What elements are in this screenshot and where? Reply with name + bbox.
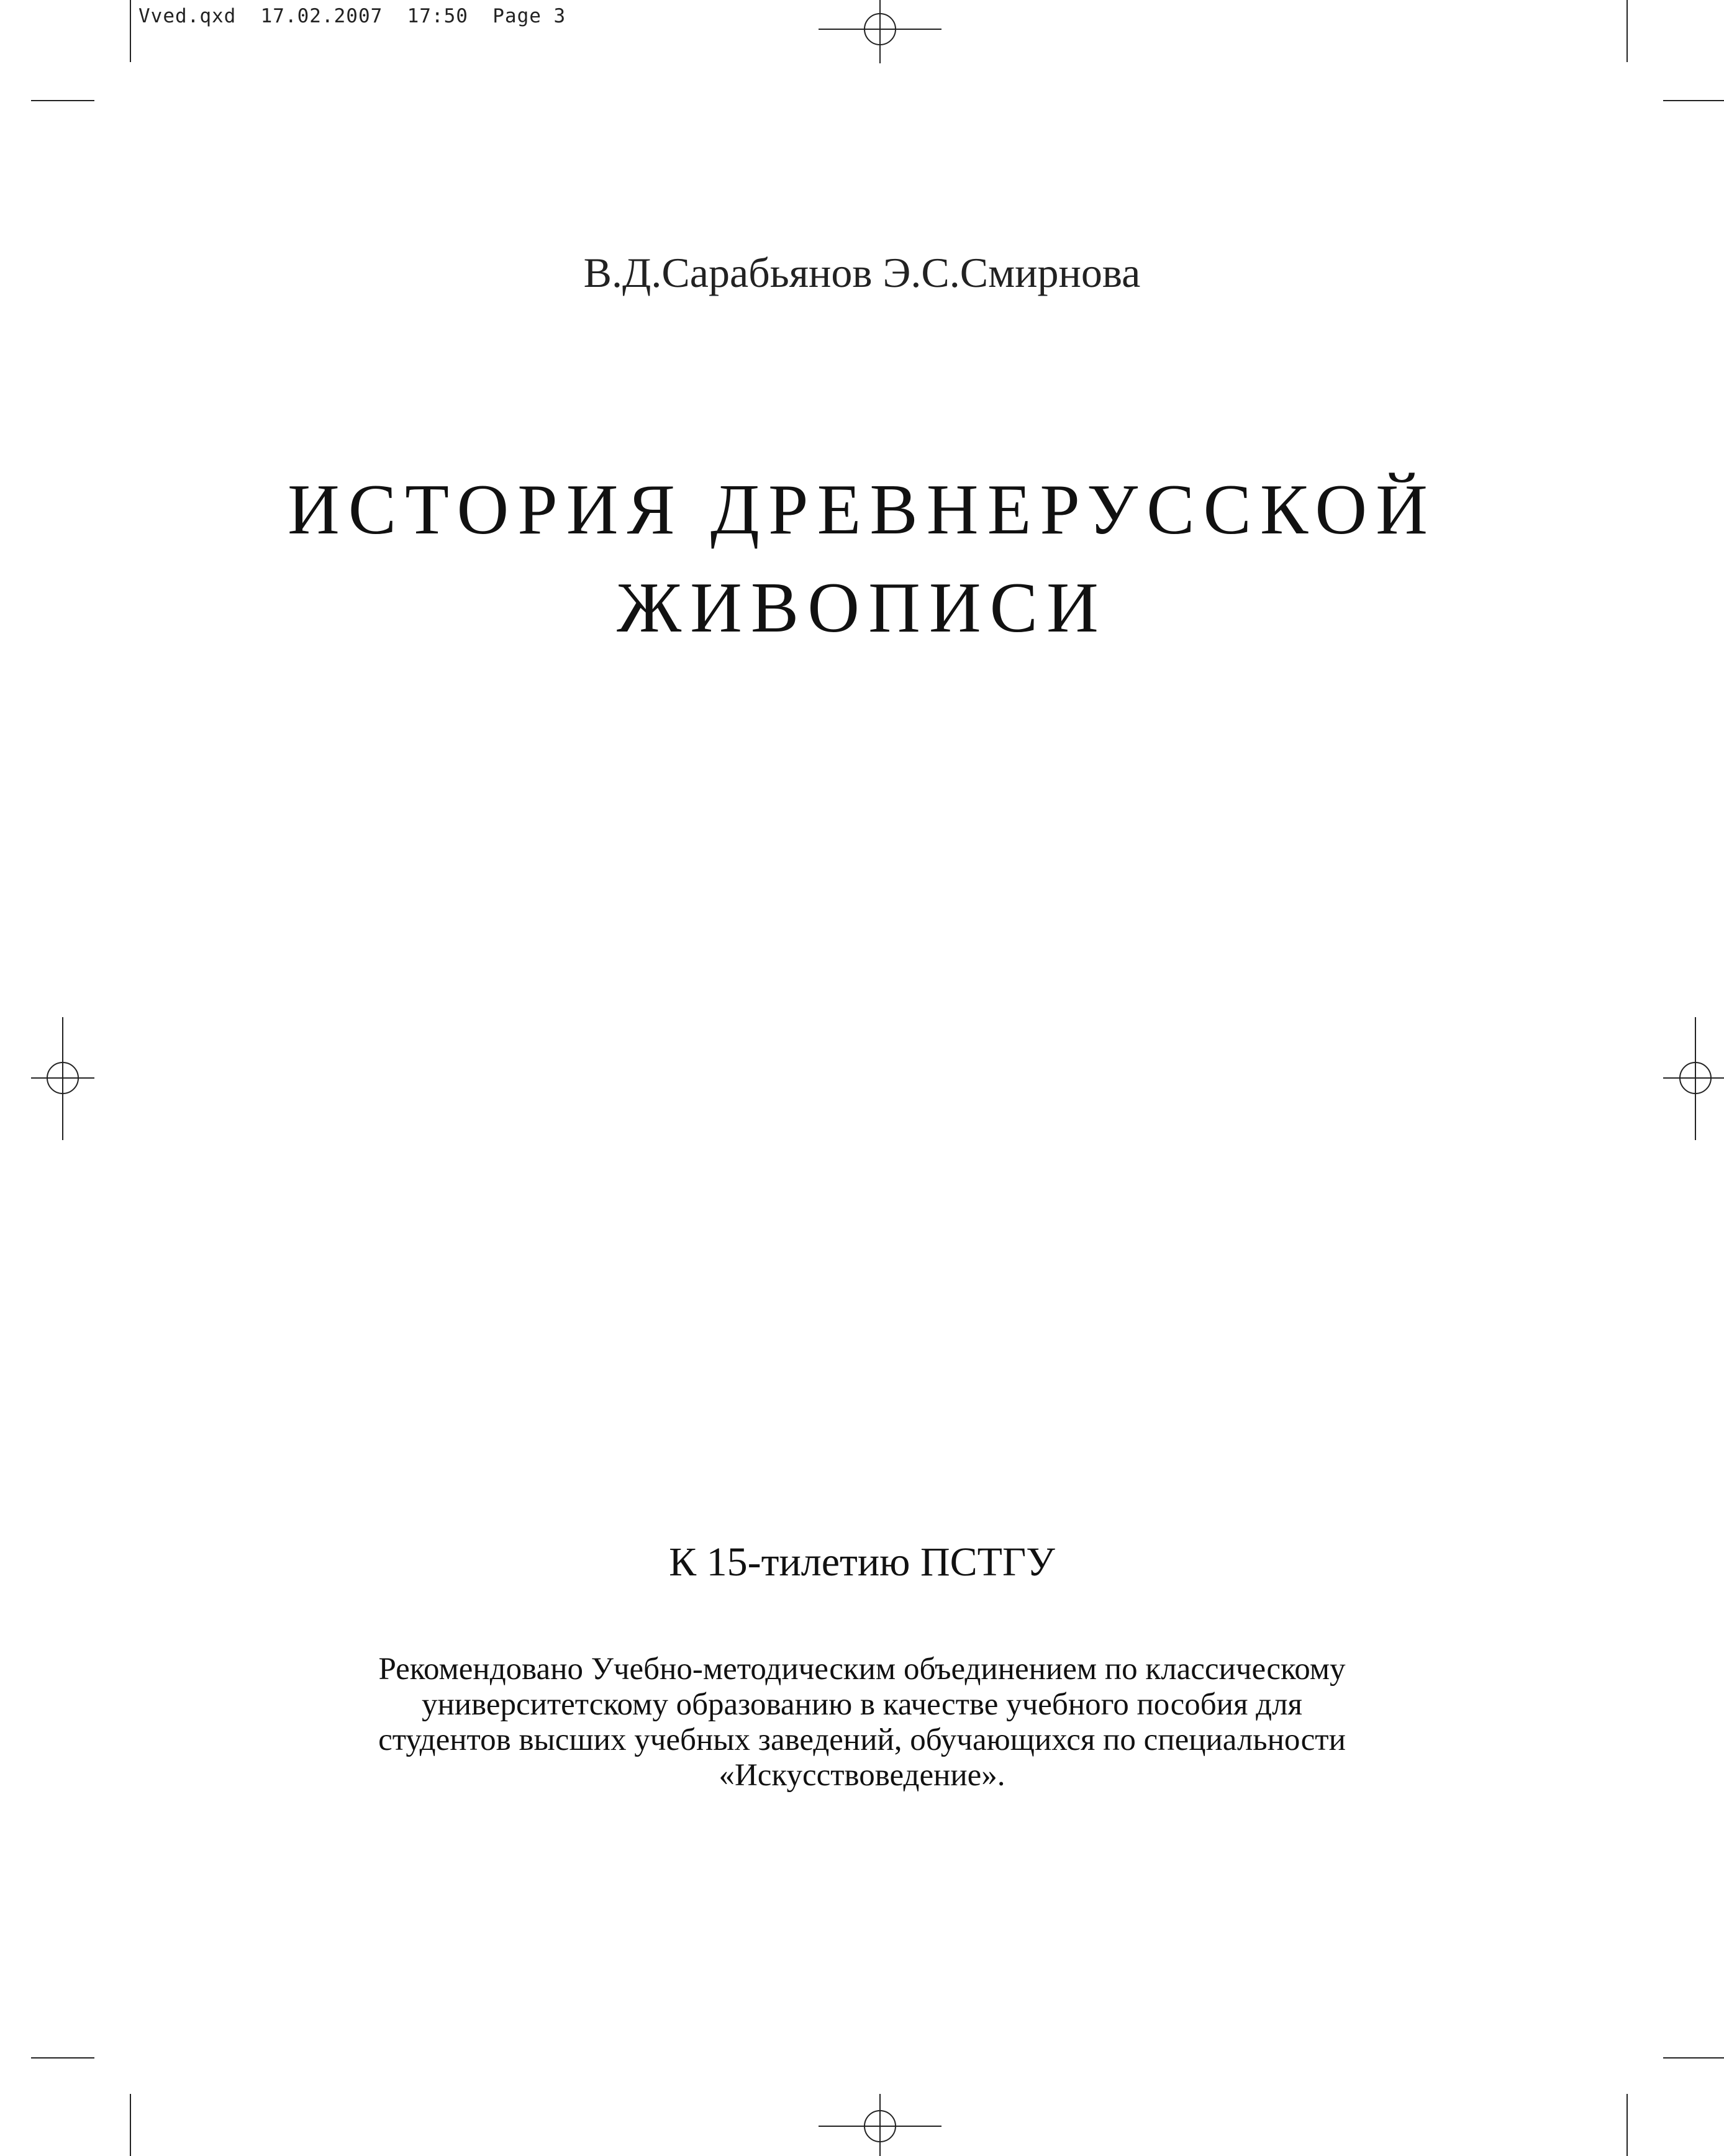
book-title (0, 461, 1724, 657)
recommendation-line-1: Рекомендовано Учебно-методическим объединением по классическому (378, 1652, 1346, 1687)
dedication: К 15-тилетию ПСТГУ (669, 1539, 1055, 1585)
registration-mark-bottom (819, 2094, 941, 2156)
file-slug-line: Vved.qxd 17.02.2007 17:50 Page 3 (138, 5, 566, 27)
recommendation-line-3: студентов высших учебных заведений, обучающихся по специальности (378, 1723, 1346, 1757)
recommendation-line-4: «Искусствоведение». (719, 1758, 1005, 1793)
recommendation-line-2: университетскому образованию в качестве учебного пособия для (421, 1687, 1303, 1722)
authors: В.Д.Сарабьянов Э.С.Смирнова (583, 249, 1141, 296)
recommendation-note (0, 1652, 1724, 1793)
book-title-line-2: ЖИВОПИСИ (617, 568, 1107, 648)
registration-mark-left (31, 1017, 94, 1140)
registration-mark-top (819, 0, 941, 63)
book-title-line-1: ИСТОРИЯ ДРЕВНЕРУССКОЙ (288, 470, 1436, 550)
registration-mark-right (1663, 1017, 1724, 1140)
